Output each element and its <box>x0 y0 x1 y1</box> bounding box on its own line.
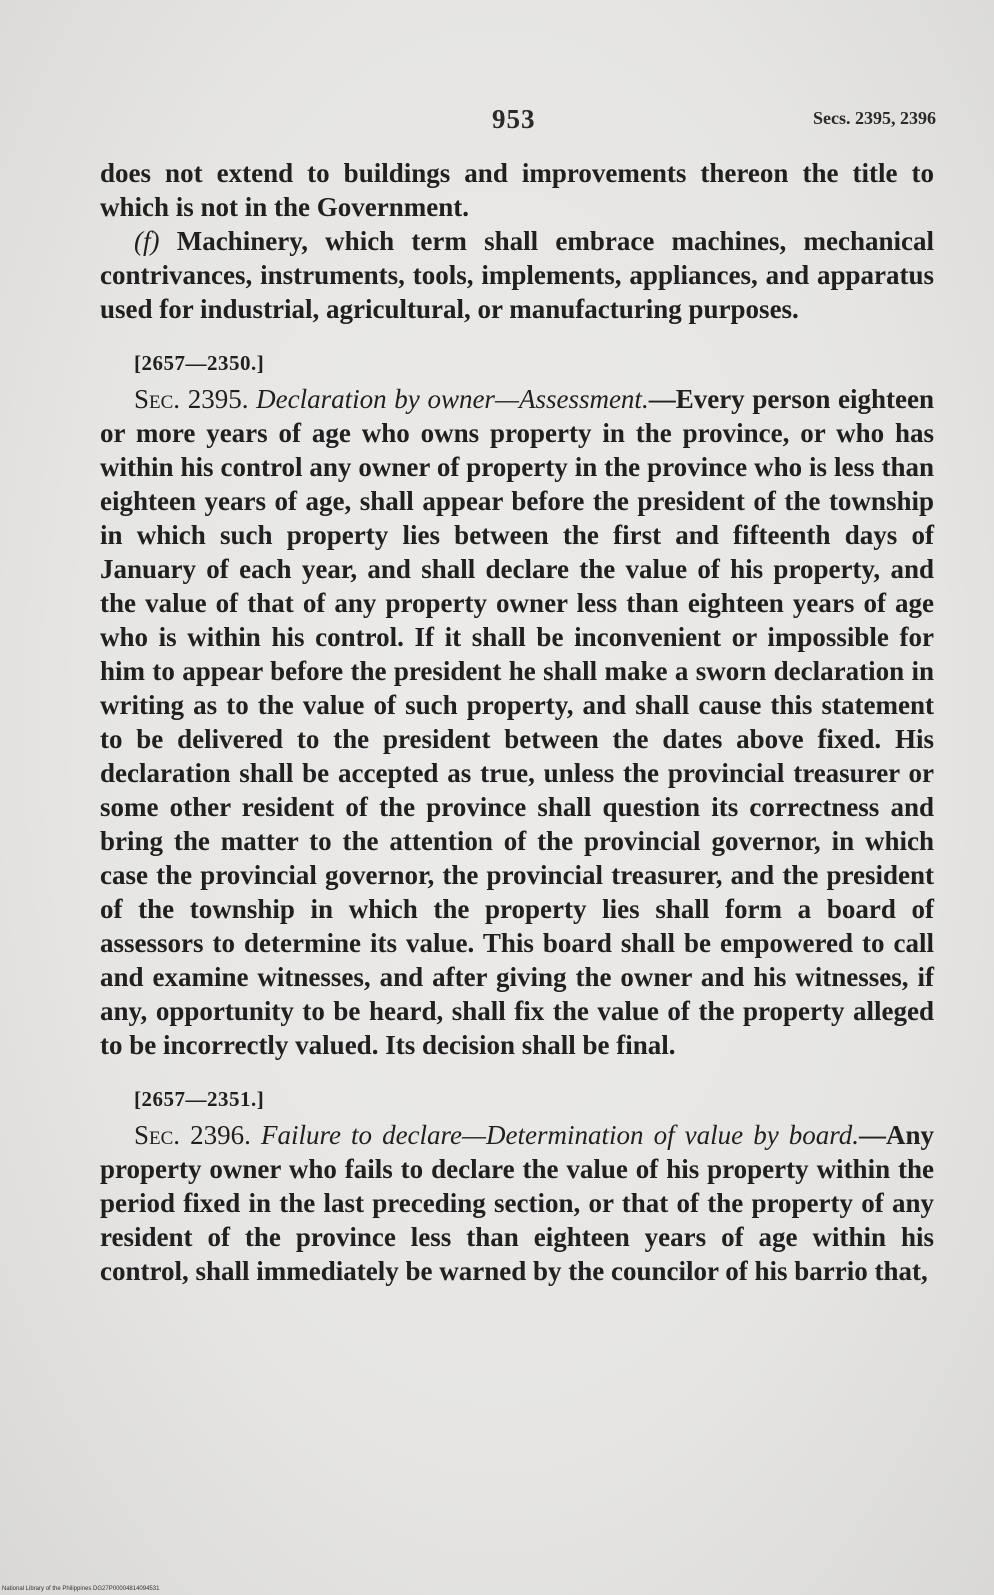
section-title: Declaration by owner—Assessment. <box>256 384 649 414</box>
section-text: —Any property owner who fails to declare the value of his property within the period fixed in the last preceding section, or that of the property of any resident of the province less than eighteen years of age within his control, shall immediately be warned by the councilor of his barrio that, <box>100 1120 935 1286</box>
running-head: Secs. 2395, 2396 <box>813 108 936 128</box>
item-f-paragraph <box>100 224 934 326</box>
item-f-text: Machinery, which term shall embrace machines, mechanical contrivances, instruments, tools, implements, appliances, and apparatus used for industrial, agricultural, or manufacturing purposes. <box>100 226 934 324</box>
page-number: 953 <box>492 104 536 134</box>
body-text <box>100 156 934 1288</box>
section-text: —Every person eighteen or more years of age who owns property in the province, or who has within his control any owner of property in the province who is less than eighteen years of age, shall appear before the president of the township in which such property lies between the first and fifteenth days of January of each year, and shall declare the value of his property, and the value of that of any property owner less than eighteen years of age who is within his control. If it shall be inconvenient or impossible for him to appear before the president he shall make a sworn declaration in writing as to the value of such property, and shall cause this statement to be delivered to the president between the dates above fixed. His declaration shall be accepted as true, unless the provincial treasurer or some other resident of the province shall question its correctness and bring the matter to the attention of the provincial governor, in which case the provincial governor, the provincial treasurer, and the president of the township in which the property lies shall form a board of assessors to determine its value. This board shall be empowered to call and examine witnesses, and after giving the owner and his witnesses, if any, opportunity to be heard, shall fix the value of the property alleged to be incorrectly valued. Its decision shall be final. <box>100 384 935 1060</box>
section-2396 <box>100 1118 934 1288</box>
section-2395 <box>100 382 934 1062</box>
section-label: Sec. 2396. <box>134 1120 251 1150</box>
section-label: Sec. 2395. <box>134 384 249 414</box>
section-title: Failure to declare—Determination of value by board. <box>260 1120 860 1150</box>
continuation-paragraph: does not extend to buildings and improvements thereon the title to which is not in the Government. <box>100 158 934 222</box>
library-credit: National Library of the Philippines DG27P00004814094531 <box>2 1586 160 1592</box>
source-reference-2395: [2657—2350.] <box>134 351 265 375</box>
source-reference-2396: [2657—2351.] <box>134 1087 265 1111</box>
item-f-marker: (f) <box>134 226 160 256</box>
